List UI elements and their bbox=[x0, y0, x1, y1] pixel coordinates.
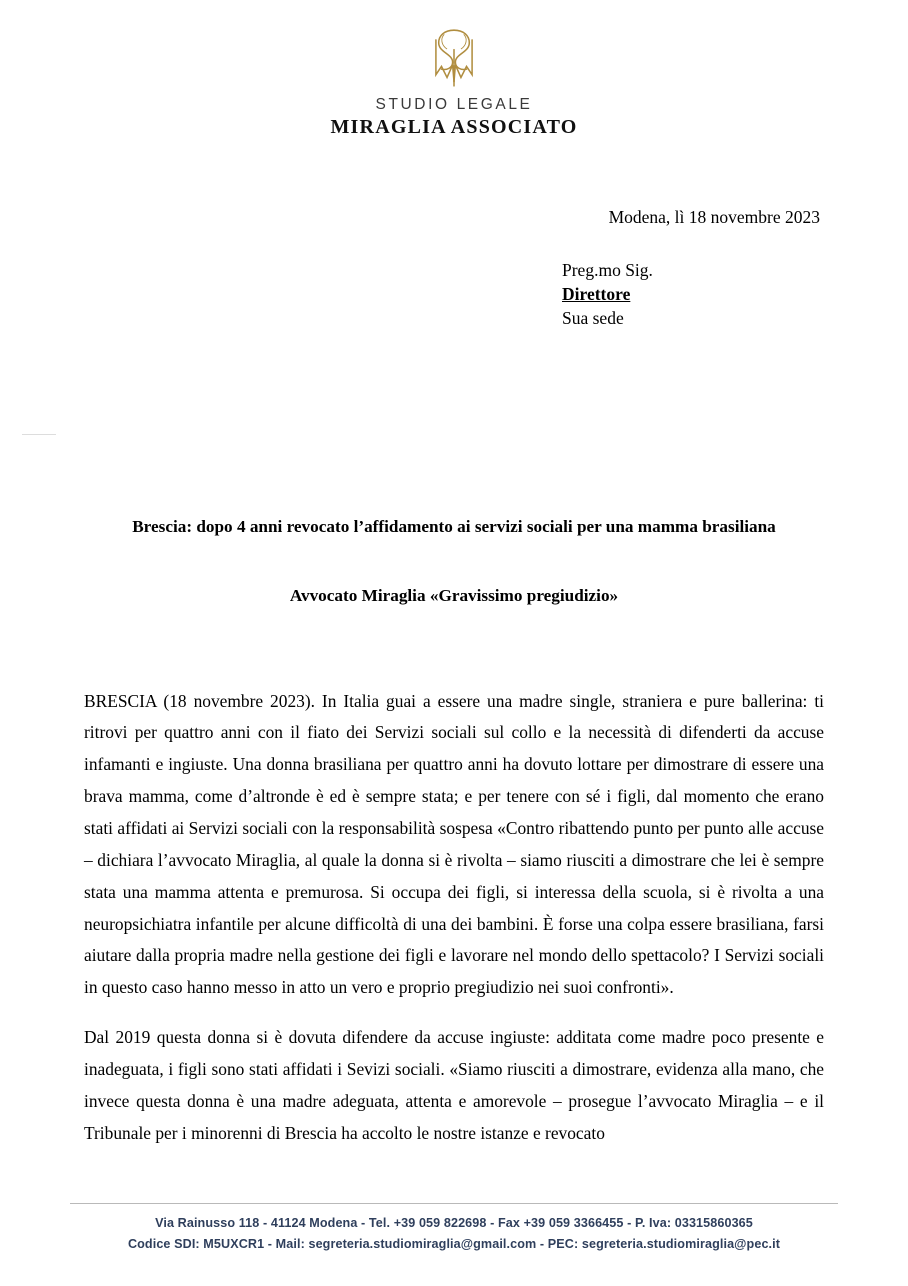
body-paragraph-1: BRESCIA (18 novembre 2023). In Italia guai a essere una madre single, straniera e pure ballerina: ti ritrovi per quattro anni con il fiato dei Servizi sociali sul collo e la necessità di difenderti da accuse infamanti e ingiuste. Una donna brasiliana per quattro anni ha dovuto lottare per dimostrare di essere una brava mamma, come d’altronde è ed è sempre stata; e per tenere con sé i figli, dal momento che erano stati affidati ai Servizi sociali con la responsabilità sospesa «Contro ribattendo punto per punto alle accuse – dichiara l’avvocato Miraglia, al quale la donna si è rivolta – siamo riusciti a dimostrare che lei è sempre stata una mamma attenta e premurosa. Si occupa dei figli, si interessa della scuola, si è rivolta a una neuropsichiatra infantile per alcune difficoltà di una dei bambini. È forse una colpa essere brasiliana, farsi aiutare dalla propria madre nella gestione dei figli e lavorare nel mondo dello spettacolo? I Servizi sociali in questo caso hanno messo in atto un vero e proprio pregiudizio nei suoi confronti». bbox=[84, 690, 824, 998]
footer-contact-line: Codice SDI: M5UXCR1 - Mail: segreteria.studiomiraglia@gmail.com - PEC: segreteria.studiomiraglia@pec.it bbox=[127, 1236, 781, 1251]
page-footer bbox=[0, 1203, 908, 1254]
salutation: Preg.mo Sig. bbox=[562, 260, 653, 281]
recipient-role: Direttore bbox=[562, 284, 631, 305]
firm-name-line-2: MIRAGLIA ASSOCIATO bbox=[330, 116, 578, 139]
recipient-place: Sua sede bbox=[562, 308, 624, 329]
letterhead bbox=[84, 0, 824, 139]
letter-date: Modena, lì 18 novembre 2023 bbox=[608, 207, 820, 228]
firm-name-line-1: STUDIO LEGALE bbox=[375, 96, 533, 113]
page-subtitle: Avvocato Miraglia «Gravissimo pregiudizio» bbox=[289, 585, 619, 605]
article-body bbox=[84, 686, 824, 1150]
page-title: Brescia: dopo 4 anni revocato l’affidamento ai servizi sociali per una mamma brasiliana bbox=[132, 517, 776, 537]
footer-divider bbox=[70, 1203, 838, 1204]
footer-address-line: Via Rainusso 118 - 41124 Modena - Tel. +39 059 822698 - Fax +39 059 3366455 - P. Iva: 03315860365 bbox=[155, 1216, 753, 1231]
monogram-sm-icon bbox=[411, 26, 497, 90]
body-paragraph-2: Dal 2019 questa donna si è dovuta difendere da accuse ingiuste: additata come madre poco presente e inadeguata, i figli sono stati affidati i Sevizi sociali. «Siamo riusciti a dimostrare, evidenza alla mano, che invece questa donna è una madre adeguata, attenta e amorevole – prosegue l’avvocato Miraglia – e il Tribunale per i minorenni di Brescia ha accolto le nostre istanze e revocato bbox=[84, 1027, 824, 1143]
page-margin-mark bbox=[22, 434, 56, 435]
addressee-block bbox=[562, 258, 824, 330]
